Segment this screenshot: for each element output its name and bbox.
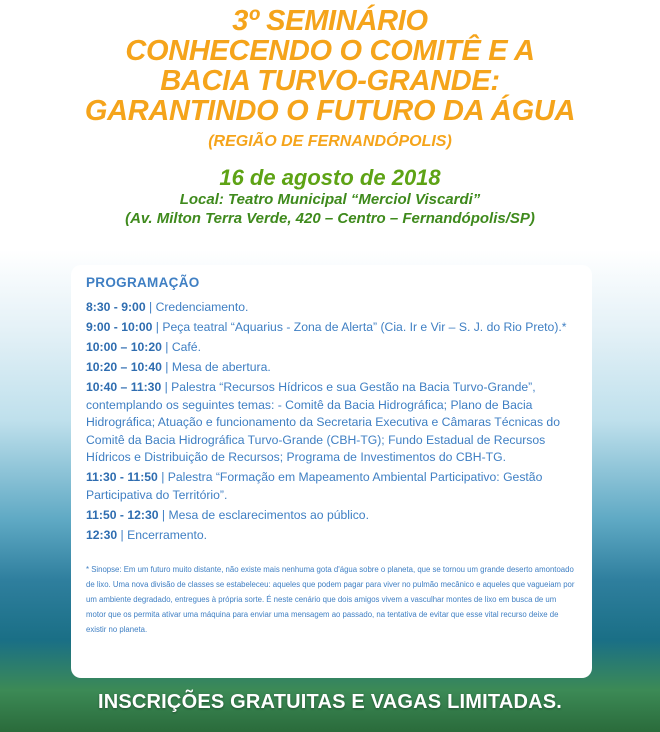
programme-item	[86, 379, 576, 467]
programme-time: 12:30	[86, 527, 118, 542]
poster-header	[0, 6, 660, 228]
play-synopsis-note: * Sinopse: Em um futuro muito distante, não existe mais nenhuma gota d'água sobre o planeta, que se tornou um grande deserto amontoado de lixo. Uma nova divisão de classes se estabeleceu: aqueles que podem pagar para viver no pulmão mecânico e aqueles que vagueiam por um ambiente degradado, entregues à própria sorte. É neste cenário que dois amigos vivem a vasculhar montes de lixo em busca de um motor que os permita ativar uma máquina para enviar uma mensagem ao passado, na tentativa de evitar que esse vital recurso deixe de existir no planeta.	[86, 565, 575, 634]
programme-item	[86, 299, 576, 317]
programme-item	[86, 469, 576, 504]
registration-banner: INSCRIÇÕES GRATUITAS E VAGAS LIMITADAS.	[97, 691, 563, 713]
programme-item	[86, 527, 576, 545]
programme-item	[86, 507, 576, 525]
programme-text: | Palestra “Recursos Hídricos e sua Gestão na Bacia Turvo-Grande”, contemplando os seguintes temas: - Comitê da Bacia Hidrográfica; Plano de Bacia Hidrográfica; Atuação e funcionamento da Secretaria Executiva e Câmaras Técnicas do Comitê da Bacia Hidrográfica Turvo-Grande (CBH-TG); Fundo Estadual de Recursos Hídricos e Distribuição de Recursos; Programa de Investimentos do CBH-TG.	[86, 380, 560, 464]
programme-text: | Café.	[161, 340, 201, 354]
event-title-line-1: 3º SEMINÁRIO	[232, 5, 428, 37]
programme-item	[86, 339, 576, 357]
event-title-line-2: CONHECENDO O COMITÊ E A	[125, 35, 535, 67]
programme-item	[86, 359, 576, 377]
programme-card	[71, 265, 592, 678]
programme-time: 10:20 – 10:40	[86, 360, 162, 374]
venue-address: (Av. Milton Terra Verde, 420 – Centro – Fernandópolis/SP)	[125, 210, 535, 227]
programme-heading: PROGRAMAÇÃO	[86, 275, 200, 290]
programme-text: | Mesa de esclarecimentos ao público.	[158, 507, 369, 522]
programme-text: | Encerramento.	[117, 527, 208, 542]
region-subtitle: (REGIÃO DE FERNANDÓPOLIS)	[208, 133, 452, 150]
programme-time: 8:30 - 9:00	[86, 300, 146, 314]
programme-time: 10:00 – 10:20	[86, 340, 162, 354]
programme-text: | Credenciamento.	[145, 300, 249, 314]
programme-text: | Mesa de abertura.	[161, 360, 271, 374]
programme-text: | Palestra “Formação em Mapeamento Ambiental Participativo: Gestão Participativa do Território”.	[86, 470, 543, 502]
venue-name: Local: Teatro Municipal “Merciol Viscardi”	[179, 191, 481, 208]
event-title-line-4: GARANTINDO O FUTURO DA ÁGUA	[84, 95, 576, 127]
programme-time: 10:40 – 11:30	[86, 380, 162, 394]
programme-time: 11:30 - 11:50	[86, 470, 158, 484]
programme-time: 9:00 - 10:00	[86, 320, 153, 334]
programme-item	[86, 319, 576, 337]
programme-time: 11:50 - 12:30	[86, 507, 159, 522]
event-title-line-3: BACIA TURVO-GRANDE:	[160, 65, 500, 97]
programme-text: | Peça teatral “Aquarius - Zona de Alerta” (Cia. Ir e Vir – S. J. do Rio Preto).*	[152, 320, 567, 334]
event-date: 16 de agosto de 2018	[219, 165, 441, 190]
